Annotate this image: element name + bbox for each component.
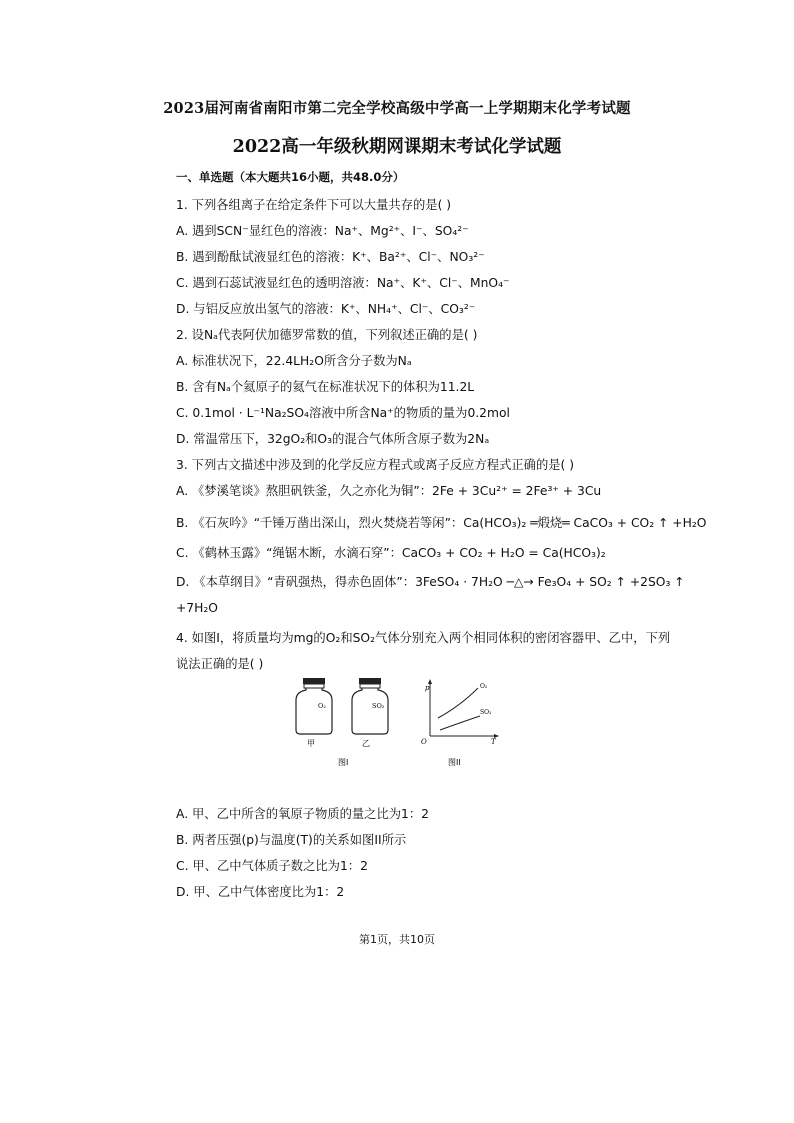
q3-option-d-cont: +7H₂O [176, 601, 218, 615]
q3-option-b: B. 《石灰吟》“千锤万凿出深山，烈火焚烧若等闲”：Ca(HCO₃)₂ ═煅烧═ CaCO₃ + CO₂ ↑ +H₂O [176, 516, 707, 530]
q4-option-d: D. 甲、乙中气体密度比为1：2 [176, 885, 345, 899]
question-2: 2. 设Nₐ代表阿伏加德罗常数的值，下列叙述正确的是( ) [176, 328, 478, 342]
bottle-yi-gas: SO₂ [372, 702, 385, 710]
exam-title: 2022高一年级秋期网课期末考试化学试题 [232, 137, 562, 157]
curve-so2 [440, 716, 480, 730]
q2-option-a: A. 标准状况下，22.4LH₂O所含分子数为Nₐ [176, 354, 412, 368]
bottle-jia [296, 678, 332, 734]
question-3: 3. 下列古文描述中涉及到的化学反应方程式或离子反应方程式正确的是( ) [176, 458, 575, 472]
q1-option-a: A. 遇到SCN⁻显红色的溶液：Na⁺、Mg²⁺、I⁻、SO₄²⁻ [176, 224, 469, 238]
curve-so2-label: SO₂ [480, 709, 492, 716]
q4-option-a: A. 甲、乙中所含的氧原子物质的量之比为1：2 [176, 807, 430, 821]
fig2-caption: 图II [448, 758, 461, 767]
q2-option-d: D. 常温常压下，32gO₂和O₃的混合气体所含原子数为2Nₐ [176, 432, 490, 446]
question-4-cont: 说法正确的是( ) [176, 657, 264, 671]
axis-origin-label: O [421, 738, 427, 746]
q2-option-c: C. 0.1mol · L⁻¹Na₂SO₄溶液中所含Na⁺的物质的量为0.2mol [176, 406, 510, 420]
q1-option-b: B. 遇到酚酞试液显红色的溶液：K⁺、Ba²⁺、Cl⁻、NO₃²⁻ [176, 250, 485, 264]
bottle-yi-label: 乙 [362, 739, 370, 748]
page-footer: 第1页，共10页 [359, 933, 435, 946]
question-1: 1. 下列各组离子在给定条件下可以大量共存的是( ) [176, 198, 452, 212]
bottle-jia-label: 甲 [307, 739, 315, 748]
fig1-caption: 图I [338, 758, 349, 767]
question-4: 4. 如图I，将质量均为mg的O₂和SO₂气体分别充入两个相同体积的密闭容器甲、乙中，下列 [176, 631, 671, 645]
axis-t-label: T [491, 738, 496, 746]
source-title: 2023届河南省南阳市第二完全学校高级中学高一上学期期末化学考试题 [163, 100, 631, 117]
q3-option-c: C. 《鹤林玉露》“绳锯木断，水滴石穿”：CaCO₃ + CO₂ + H₂O = Ca(HCO₃)₂ [176, 546, 606, 560]
curve-o2 [438, 688, 478, 718]
q4-option-c: C. 甲、乙中气体质子数之比为1：2 [176, 859, 368, 873]
q3-option-d: D. 《本草纲目》“青矾强热，得赤色固体”：3FeSO₄ · 7H₂O ─△→ Fe₃O₄ + SO₂ ↑ +2SO₃ ↑ [176, 575, 685, 589]
q4-option-b: B. 两者压强(p)与温度(T)的关系如图II所示 [176, 833, 407, 847]
section-heading: 一、单选题（本大题共16小题，共48.0分） [176, 170, 405, 184]
q1-option-c: C. 遇到石蕊试液显红色的透明溶液：Na⁺、K⁺、Cl⁻、MnO₄⁻ [176, 276, 510, 290]
question-4-figure [290, 676, 505, 776]
axis-p-label: p [425, 684, 430, 692]
q1-option-d: D. 与铝反应放出氢气的溶液：K⁺、NH₄⁺、Cl⁻、CO₃²⁻ [176, 302, 476, 316]
q2-option-b: B. 含有Nₐ个氦原子的氦气在标准状况下的体积为11.2L [176, 380, 475, 394]
curve-o2-label: O₂ [480, 683, 488, 690]
q3-option-a: A. 《梦溪笔谈》熬胆矾铁釜，久之亦化为铜”：2Fe + 3Cu²⁺ = 2Fe³⁺ + 3Cu [176, 484, 602, 498]
bottle-jia-gas: O₂ [318, 702, 326, 710]
